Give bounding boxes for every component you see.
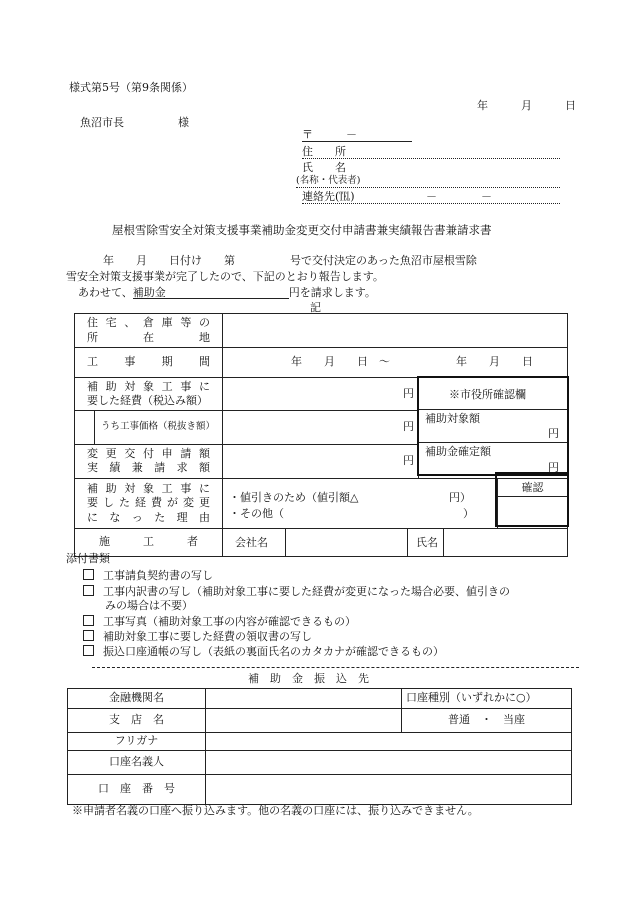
transfer-table: [67, 688, 572, 805]
body-line-1: 年 月 日付け 第 号で交付決定のあった魚沼市屋根雪除: [103, 254, 477, 267]
sub-cost-label: うち工事価格（税抜き額）: [95, 411, 223, 444]
branch-field[interactable]: [206, 709, 402, 733]
period-field[interactable]: 年 月 日 ～ 年 月 日: [223, 348, 568, 378]
city-subsidy-target-yen: 円: [548, 427, 559, 440]
reason-option-other-close: ）: [463, 506, 474, 520]
account-type-label: 口座種別（いずれかに○）: [402, 689, 572, 709]
bank-name-label: 金融機関名: [68, 689, 206, 709]
bank-name-field[interactable]: [206, 689, 402, 709]
attachment-item[interactable]: 補助対象工事に要した経費の領収書の写し: [83, 630, 312, 642]
company-label: 会社名: [235, 536, 268, 549]
contractor-label: 施 工 者: [75, 529, 223, 557]
contact-dashes: － －: [426, 190, 492, 203]
claim-label: 変更交付申請額 実績兼請求額: [75, 444, 223, 478]
contractor-name-label: 氏名: [416, 536, 438, 549]
attachment-item-continued: みの場合は不要）: [105, 599, 193, 612]
sub-cost-field[interactable]: 円: [223, 411, 419, 444]
city-confirm-cell: [419, 378, 568, 479]
account-holder-label: 口座名義人: [68, 751, 206, 775]
city-box-title: ※市役所確認欄: [449, 388, 526, 401]
account-holder-field[interactable]: [206, 751, 572, 775]
name-field[interactable]: (名称・代表者): [296, 176, 560, 188]
company-name-field[interactable]: [286, 529, 407, 556]
body-line-3-suffix: 円を請求します。: [288, 286, 376, 299]
contractor-name-field[interactable]: [444, 529, 567, 556]
attachments-header: 添付書類: [66, 552, 110, 565]
confirm-label: 確認: [498, 479, 567, 497]
ki-heading: 記: [310, 301, 321, 314]
account-type-options[interactable]: 普通 ・ 当座: [402, 709, 572, 733]
contact-field[interactable]: [302, 191, 560, 204]
location-field[interactable]: [223, 314, 568, 348]
body-line-3: [78, 287, 376, 299]
cut-line: [92, 667, 579, 668]
account-number-label: 口 座 番 号: [68, 775, 206, 805]
furigana-field[interactable]: [206, 733, 572, 751]
claim-amount-field[interactable]: 補助金: [133, 287, 289, 299]
report-table: [74, 313, 568, 557]
postal-code-field[interactable]: 〒 －: [302, 129, 412, 142]
city-subsidy-final-yen: 円: [548, 461, 559, 474]
addressee: 魚沼市長: [80, 116, 124, 129]
city-subsidy-target-label: 補助対象額: [425, 412, 480, 425]
contractor-field: [223, 529, 568, 557]
attachment-item[interactable]: 振込口座通帳の写し（表紙の裏面氏名のカタカナが確認できるもの）: [83, 645, 444, 657]
branch-label: 支 店 名: [68, 709, 206, 733]
honorific: 様: [178, 116, 189, 129]
confirm-cell: [498, 479, 568, 529]
contact-label: 連絡先(℡): [302, 190, 355, 203]
attachment-item[interactable]: 工事写真（補助対象工事の内容が確認できるもの）: [83, 615, 356, 627]
claim-field[interactable]: 円: [223, 444, 419, 478]
attachment-item[interactable]: 工事請負契約書の写し: [83, 569, 213, 581]
account-number-field[interactable]: [206, 775, 572, 805]
cost-label: 補助対象工事に 要した経費（税込み額）: [75, 378, 223, 411]
body-line-2: 雪安全対策支援事業が完了したので、下記のとおり報告します。: [66, 270, 384, 283]
attachment-item[interactable]: 工事内訳書の写し（補助対象工事に要した経費が変更になった場合必要、値引きの: [83, 585, 510, 597]
document-title: 屋根雪除雪安全対策支援事業補助金変更交付申請書兼実績報告書兼請求書: [112, 223, 492, 237]
body-line-3-prefix: あわせて、: [78, 286, 133, 299]
form-number: 様式第5号（第9条関係）: [69, 81, 193, 94]
furigana-label: フリガナ: [68, 733, 206, 751]
checkbox[interactable]: [83, 569, 94, 580]
name-label: 氏 名: [302, 161, 346, 174]
checkbox[interactable]: [83, 645, 94, 656]
period-label: 工事期間: [75, 348, 223, 378]
address-field[interactable]: 住 所: [302, 146, 560, 159]
reason-option-discount-yen: 円）: [449, 490, 471, 504]
date-line: 年 月 日: [477, 99, 576, 112]
footer-note: ※申請者名義の口座へ振り込みます。他の名義の口座には、振り込みできません。: [72, 804, 479, 817]
checkbox[interactable]: [83, 585, 94, 596]
location-label: 住宅、倉庫等の 所 在 地: [75, 314, 223, 348]
reason-option-discount: ・値引きのため（値引額△: [229, 490, 359, 504]
reason-label: 補助対象工事に 要した経費が変更 になった理由: [75, 479, 223, 529]
city-subsidy-final-label: 補助金確定額: [425, 445, 491, 458]
transfer-title: 補 助 金 振 込 先: [248, 672, 369, 685]
reason-option-other: ・その他（: [229, 506, 284, 520]
checkbox[interactable]: [83, 630, 94, 641]
reason-field[interactable]: [223, 479, 498, 529]
checkbox[interactable]: [83, 615, 94, 626]
cost-field[interactable]: 円: [223, 378, 419, 411]
